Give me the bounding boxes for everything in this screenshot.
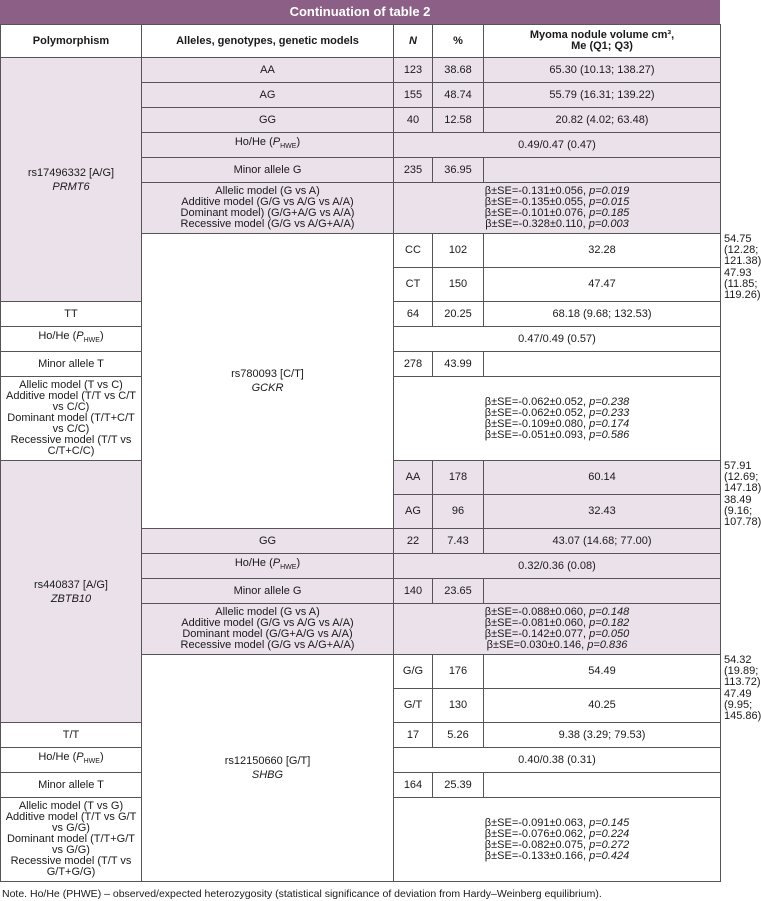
genotype-n: 64	[394, 302, 433, 327]
genotype-n: 176	[433, 655, 484, 689]
minor-allele-percent: 23.65	[433, 579, 484, 604]
model-stat: β±SE=-0.051±0.093, p=0.586	[484, 428, 630, 441]
model-labels	[1, 377, 142, 461]
genotype-label: CC	[394, 234, 433, 268]
header-volume: Myoma nodule volume cm³, Me (Q1; Q3)	[484, 25, 721, 58]
minor-allele-label: Minor allele T	[1, 352, 142, 377]
model-labels	[142, 183, 394, 234]
model-stat: β±SE=-0.091±0.063, p=0.145	[484, 816, 630, 829]
hwe-label: Ho/He $(P_{HWE})$	[142, 554, 394, 579]
genotype-n: 123	[394, 58, 433, 83]
model-stat: β±SE=-0.328±0.110, p=0.003	[485, 218, 629, 230]
snp-id: rs17496332 [A/G]	[27, 166, 115, 179]
model-stat: β±SE=-0.081±0.060, p=0.182	[484, 617, 630, 629]
genotype-label: TT	[1, 302, 142, 327]
hwe-value: 0.40/0.38 (0.31)	[394, 748, 721, 773]
minor-allele-n: 164	[394, 773, 433, 798]
gene-name: ZBTB10	[50, 592, 92, 605]
model-stat: β±SE=-0.133±0.166, p=0.424	[484, 849, 630, 862]
model-stat: β±SE=-0.135±0.055, p=0.015	[484, 196, 630, 208]
model-label: Recessive model (G/G vs A/G+A/A)	[180, 639, 355, 651]
hwe-label: Ho/He $(P_{HWE})$	[1, 327, 142, 352]
genotype-row: AG 96 32.43 38.49 (9.16; 107.78)	[1, 495, 721, 529]
genotype-percent: 20.25	[433, 302, 484, 327]
genotype-label: T/T	[1, 723, 142, 748]
model-stats	[394, 183, 721, 234]
gene-name: SHBG	[251, 769, 284, 781]
genotype-n: 150	[433, 268, 484, 302]
polymorphism-cell	[142, 234, 394, 529]
snp-id: rs12150660 [G/T]	[224, 755, 311, 767]
model-stat: β±SE=-0.088±0.060, p=0.148	[484, 606, 630, 618]
model-labels	[1, 798, 142, 882]
genotype-row: rs12150660 [G/T] SHBG G/G 176 54.49 54.32 (19.89; 113.72)	[1, 655, 721, 689]
model-stat: β±SE=-0.109±0.080, p=0.174	[484, 417, 630, 430]
polymorphism-cell	[142, 655, 394, 882]
model-label: Dominant model (G/G+A/G vs A/A)	[182, 628, 353, 640]
model-stats	[394, 604, 721, 655]
genotype-percent: 60.14	[484, 461, 721, 495]
genotype-n: 102	[433, 234, 484, 268]
model-label: Allelic model (T vs C)	[19, 379, 123, 391]
hwe-value: 0.47/0.49 (0.57)	[394, 327, 721, 352]
hwe-label: Ho/He $(P_{HWE})$	[142, 133, 394, 158]
hwe-label: Ho/He $(P_{HWE})$	[1, 748, 142, 773]
model-label: Allelic model (T vs G)	[18, 800, 124, 812]
genotype-volume: 68.18 (9.68; 132.53)	[484, 302, 721, 327]
header-n: N	[394, 25, 433, 58]
genotype-n: 178	[433, 461, 484, 495]
gene-name: GCKR	[251, 382, 284, 394]
table-title: Continuation of table 2	[0, 0, 720, 24]
genotype-n: 96	[433, 495, 484, 529]
model-label: Additive model (T/T vs C/T vs C/C)	[6, 390, 136, 413]
genotype-label: AG	[394, 495, 433, 529]
genotype-label: AG	[142, 83, 394, 108]
genotype-volume: 65.30 (10.13; 138.27)	[484, 58, 721, 83]
genotype-label: CT	[394, 268, 433, 302]
table-note: Note. Ho/He (PHWE) – observed/expected heterozygosity (statistical significance of deviation from Hardy–Weinberg equilibrium).	[2, 888, 602, 900]
model-stat: β±SE=-0.062±0.052, p=0.238	[484, 395, 630, 408]
minor-allele-percent: 25.39	[433, 773, 484, 798]
model-label: Dominant model) (G/G+A/G vs A/A)	[180, 207, 355, 219]
genotype-percent: 32.28	[484, 234, 721, 268]
model-label: Additive model (G/G vs A/G vs A/A)	[181, 196, 354, 208]
minor-allele-percent: 43.99	[433, 352, 484, 377]
model-labels	[142, 604, 394, 655]
snp-id: rs440837 [A/G]	[34, 578, 108, 591]
genotype-row: rs440837 [A/G] ZBTB10 AA 178 60.14 57.91 (12.69; 147.18)	[1, 461, 721, 495]
model-label: Allelic model (G vs A)	[215, 185, 320, 197]
polymorphism-cell	[1, 58, 142, 302]
header-polymorphism: Polymorphism	[1, 25, 142, 58]
genotype-n: 40	[394, 108, 433, 133]
genotype-volume: 20.82 (4.02; 63.48)	[484, 108, 721, 133]
model-stat: β±SE=0.030±0.146, p=0.836	[486, 639, 628, 651]
genotype-label: G/T	[394, 689, 433, 723]
gene-name: PRMT6	[52, 180, 90, 193]
genotype-label: AA	[394, 461, 433, 495]
model-label: Additive model (T/T vs G/T vs G/G)	[5, 811, 137, 834]
genotype-percent: 5.26	[433, 723, 484, 748]
model-label: Dominant model (T/T+G/T vs G/G)	[6, 833, 136, 856]
minor-allele-volume	[484, 579, 721, 604]
genotype-label: AA	[142, 58, 394, 83]
minor-allele-volume	[484, 158, 721, 183]
model-label: Additive model (G/G vs A/G vs A/A)	[181, 617, 354, 629]
hwe-value: 0.49/0.47 (0.47)	[394, 133, 721, 158]
genotype-volume: 9.38 (3.29; 79.53)	[484, 723, 721, 748]
model-stat: β±SE=-0.062±0.052, p=0.233	[484, 406, 630, 419]
minor-allele-percent: 36.95	[433, 158, 484, 183]
genotype-volume: 43.07 (14.68; 77.00)	[484, 529, 721, 554]
genotype-percent: 7.43	[433, 529, 484, 554]
minor-allele-label: Minor allele T	[1, 773, 142, 798]
model-label: Recessive model (T/T vs G/T+G/G)	[10, 855, 132, 878]
model-stats	[394, 377, 721, 461]
model-stat: β±SE=-0.076±0.062, p=0.224	[484, 827, 630, 840]
genotype-label: G/G	[394, 655, 433, 689]
polymorphism-cell	[1, 461, 142, 723]
hwe-value: 0.32/0.36 (0.08)	[394, 554, 721, 579]
results-table	[0, 24, 761, 882]
model-label: Dominant model (T/T+C/T vs C/C)	[7, 412, 135, 435]
genotype-percent: 32.43	[484, 495, 721, 529]
model-stat: β±SE=-0.082±0.075, p=0.272	[484, 838, 630, 851]
minor-allele-volume	[484, 773, 721, 798]
header-percent: %	[433, 25, 484, 58]
genotype-percent: 12.58	[433, 108, 484, 133]
minor-allele-n: 140	[394, 579, 433, 604]
genotype-percent: 40.25	[484, 689, 721, 723]
genotype-label: GG	[142, 529, 394, 554]
minor-allele-n: 235	[394, 158, 433, 183]
model-stat: β±SE=-0.101±0.076, p=0.185	[484, 207, 630, 219]
minor-allele-volume	[484, 352, 721, 377]
genotype-row	[1, 58, 721, 83]
genotype-label: GG	[142, 108, 394, 133]
minor-allele-label: Minor allele G	[142, 579, 394, 604]
genotype-volume: 55.79 (16.31; 139.22)	[484, 83, 721, 108]
genotype-row: CT 150 47.47 47.93 (11.85; 119.26)	[1, 268, 721, 302]
genotype-n: 130	[433, 689, 484, 723]
genotype-row: G/T 130 40.25 47.49 (9.95; 145.86)	[1, 689, 721, 723]
genotype-percent: 38.68	[433, 58, 484, 83]
minor-allele-n: 278	[394, 352, 433, 377]
genotype-percent: 54.49	[484, 655, 721, 689]
model-stat: β±SE=-0.131±0.056, p=0.019	[484, 185, 630, 197]
snp-id: rs780093 [C/T]	[231, 368, 304, 380]
genotype-row: rs780093 [C/T] GCKR CC 102 32.28 54.75 (12.28; 121.38)	[1, 234, 721, 268]
header-alleles: Alleles, genotypes, genetic models	[142, 25, 394, 58]
genotype-percent: 47.47	[484, 268, 721, 302]
model-label: Allelic model (G vs A)	[215, 606, 320, 618]
genotype-n: 22	[394, 529, 433, 554]
genotype-n: 155	[394, 83, 433, 108]
genotype-percent: 48.74	[433, 83, 484, 108]
model-label: Recessive model (G/G vs A/G+A/A)	[180, 218, 355, 230]
model-label: Recessive model (T/T vs C/T+C/C)	[10, 434, 132, 457]
genotype-n: 17	[394, 723, 433, 748]
header-row	[1, 25, 721, 58]
model-stat: β±SE=-0.142±0.077, p=0.050	[484, 628, 630, 640]
minor-allele-label: Minor allele G	[142, 158, 394, 183]
model-stats	[394, 798, 721, 882]
